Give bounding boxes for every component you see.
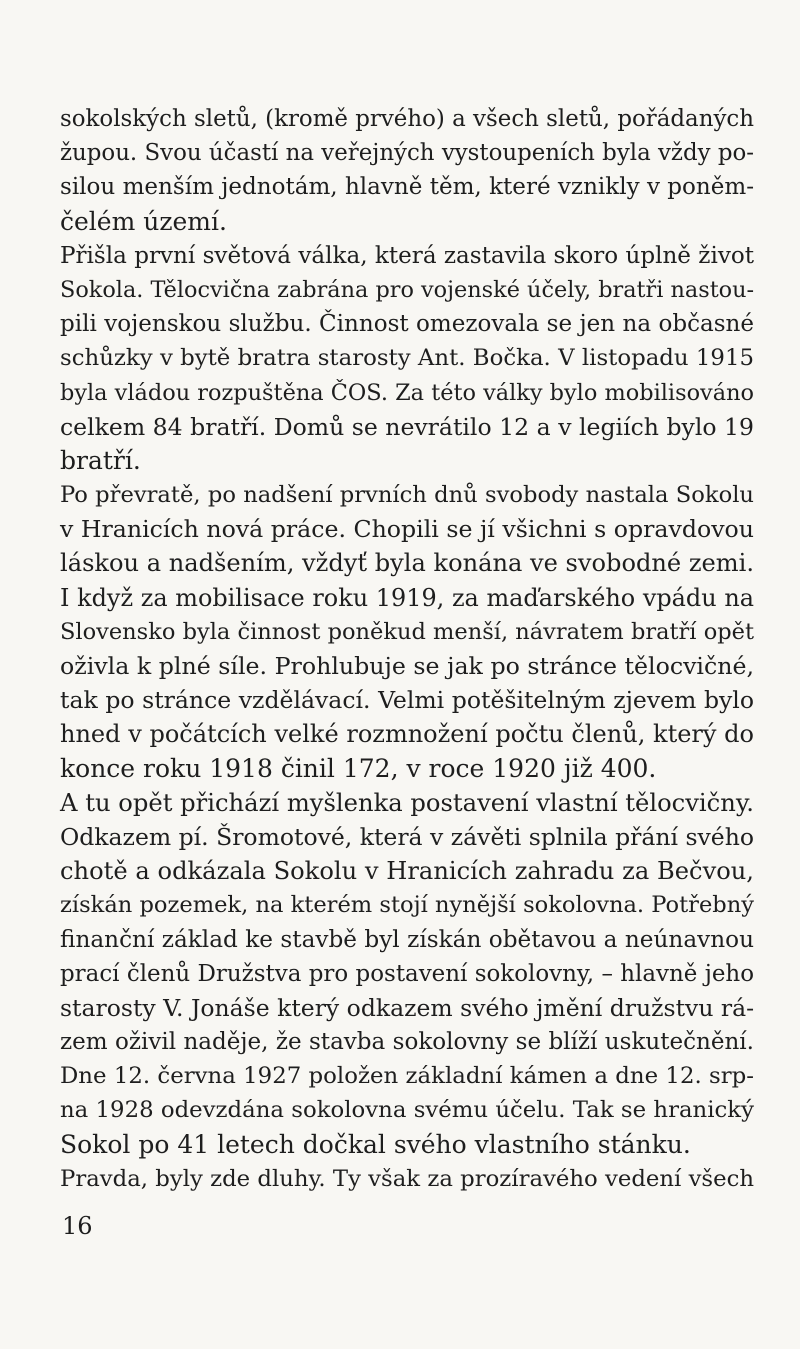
text-line: finanční základ ke stavbě byl získán obětavou a neúnavnou: [60, 926, 754, 953]
text-line: A tu opět přichází myšlenka postavení vlastní tělocvičny.: [60, 788, 754, 817]
text-line: Sokol po 41 letech dočkal svého vlastního stánku.: [60, 1129, 691, 1159]
text-line: Po převratě, po nadšení prvních dnů svobody nastala Sokolu: [60, 482, 754, 509]
text-line: I když za mobilisace roku 1919, za maďarského vpádu na: [60, 583, 754, 612]
paragraph: [60, 786, 754, 1162]
paragraph: [60, 478, 754, 786]
text-line: zem oživil naděje, že stavba sokolovny se blíží uskutečnění.: [60, 1029, 754, 1056]
text-line: láskou a nadšením, vždyť byla konána ve svobodné zemi.: [60, 549, 754, 578]
text-line: čelém území.: [60, 206, 227, 236]
text-line: Pravda, byly zde dluhy. Ty však za prozíravého vedení všech: [60, 1165, 754, 1192]
text-line: Přišla první světová válka, která zastavila skoro úplně život: [60, 242, 754, 269]
text-line: župou. Svou účastí na veřejných vystoupeních byla vždy po-: [60, 140, 754, 167]
text-line: byla vládou rozpuštěna ČOS. Za této války bylo mobilisováno: [60, 379, 754, 406]
body-text: [60, 102, 754, 1196]
text-line: na 1928 odevzdána sokolovna svému účelu. Tak se hranický: [60, 1097, 754, 1124]
paragraph: [60, 1162, 754, 1196]
text-line: Sokola. Tělocvična zabrána pro vojenské účely, bratři nastou-: [60, 276, 755, 303]
text-line: pili vojenskou službu. Činnost omezovala se jen na občasné: [60, 311, 754, 338]
text-line: v Hranicích nová práce. Chopili se jí všichni s opravdovou: [60, 515, 754, 544]
text-line: Dne 12. června 1927 položen základní kámen a dne 12. srp-: [60, 1063, 754, 1090]
text-line: konce roku 1918 činil 172, v roce 1920 již 400.: [60, 753, 657, 783]
text-line: získán pozemek, na kterém stojí nynější sokolovna. Potřebný: [60, 892, 754, 919]
paragraph: [60, 239, 754, 478]
page-number: 16: [62, 1212, 93, 1240]
text-line: hned v počátcích velké rozmnožení počtu členů, který do: [60, 720, 754, 749]
text-line: chotě a odkázala Sokolu v Hranicích zahradu za Bečvou,: [60, 857, 754, 886]
text-line: bratří.: [60, 445, 141, 475]
text-line: prací členů Družstva pro postavení sokolovny, – hlavně jeho: [60, 960, 754, 987]
text-line: sokolských sletů, (kromě prvého) a všech sletů, pořádaných: [60, 106, 754, 132]
text-line: schůzky v bytě bratra starosty Ant. Bočka. V listopadu 1915: [60, 345, 754, 372]
text-line: Slovensko byla činnost poněkud menší, návratem bratří opět: [60, 618, 754, 645]
text-line: starosty V. Jonáše který odkazem svého jmění družstvu rá-: [60, 993, 755, 1022]
text-line: tak po stránce vzdělávací. Velmi potěšitelným zjevem bylo: [60, 686, 754, 715]
text-line: celkem 84 bratří. Domů se nevrátilo 12 a v legiích bylo 19: [60, 412, 754, 441]
text-line: Odkazem pí. Šromotové, která v závěti splnila přání svého: [60, 822, 754, 851]
text-line: oživla k plné síle. Prohlubuje se jak po stránce tělocvičné,: [60, 652, 754, 680]
paragraph: [60, 102, 754, 239]
text-line: silou menším jednotám, hlavně těm, které vznikly v poněm-: [60, 174, 754, 201]
